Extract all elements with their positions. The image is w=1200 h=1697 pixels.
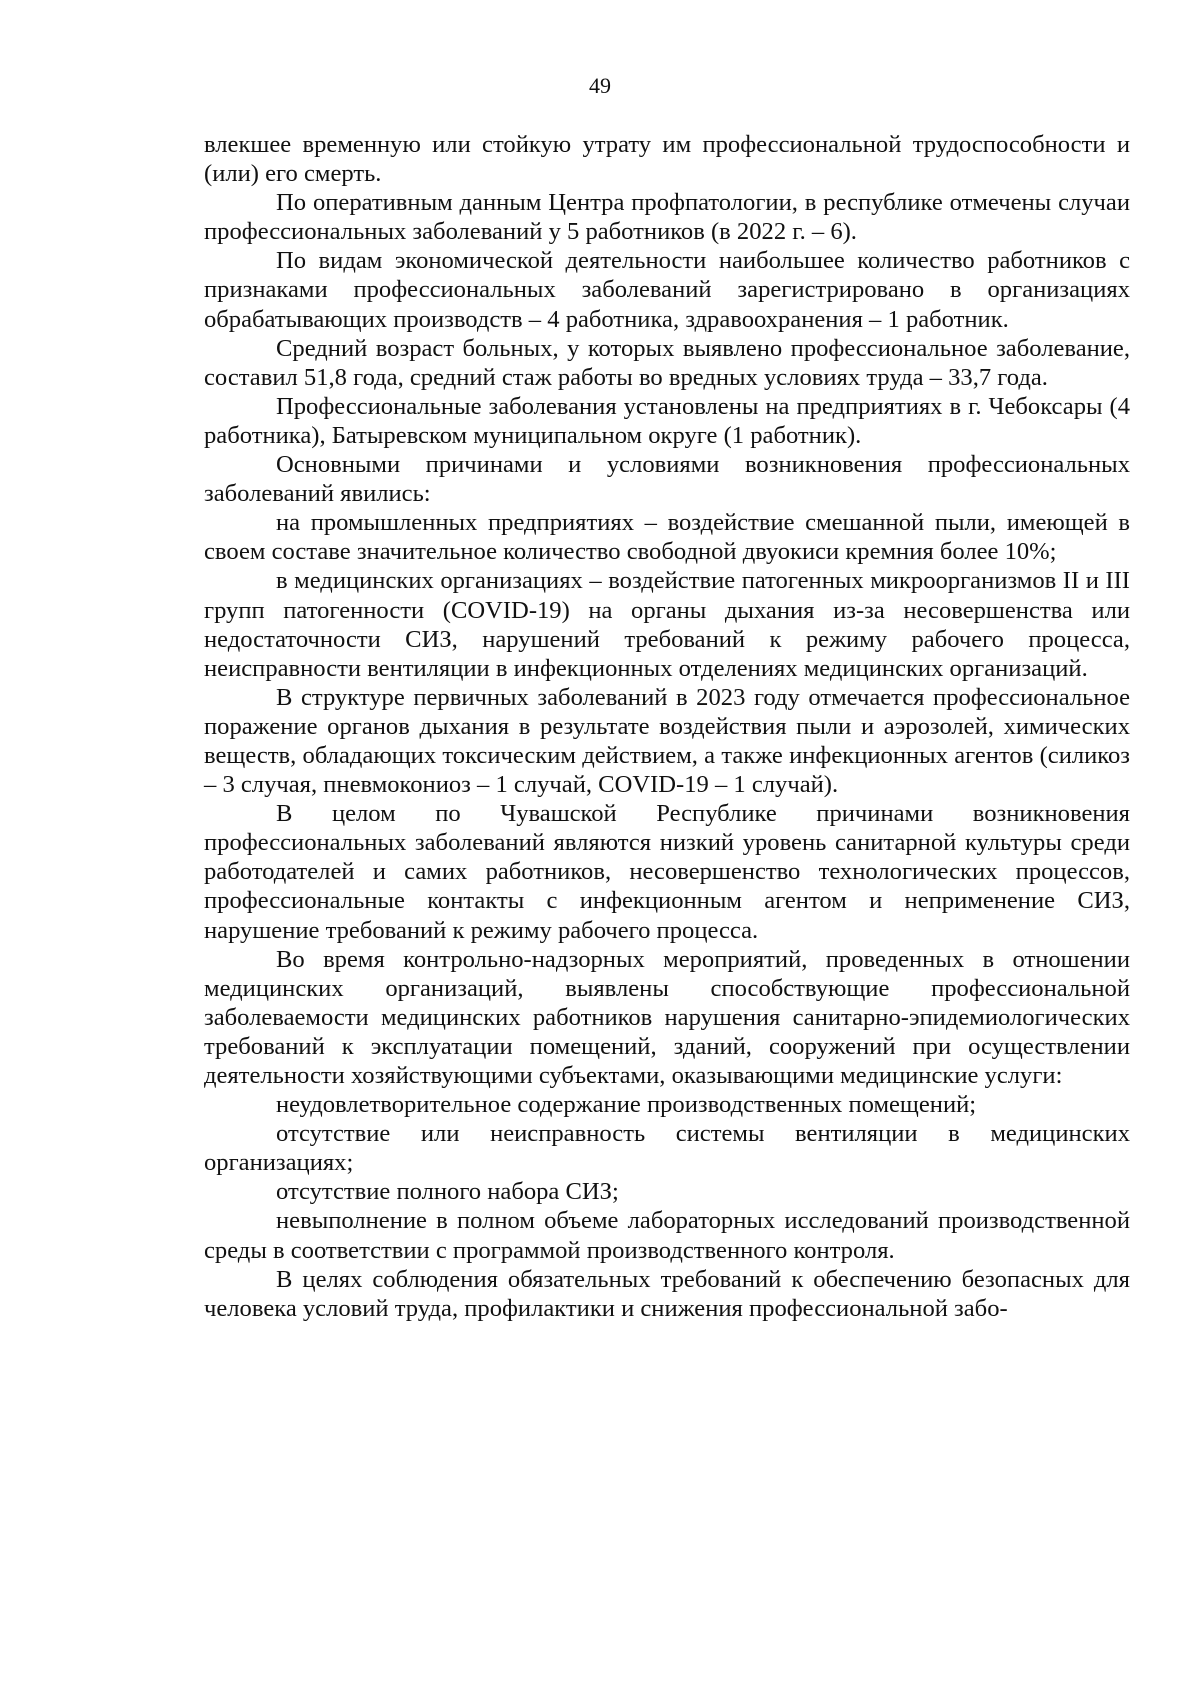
paragraph: Средний возраст больных, у которых выявлено профессиональное заболевание, составил 51,8 года, средний стаж работы во вредных условиях труда – 33,7 года. [204, 334, 1130, 391]
list-item: отсутствие или неисправность системы вентиляции в медицинских организациях; [204, 1120, 1130, 1177]
paragraph: Во время контрольно-надзорных мероприятий, проведенных в отношении медицинских организаций, выявлены способствующие профессиональной заболеваемости медицинских работников нарушения санитарно-эпидемиологических требований к эксплуатации помещений, зданий, сооружений при осуществлении деятельности хозяйствующими субъектами, оказывающими медицинские услуги: [204, 945, 1130, 1089]
page-number: 49 [589, 73, 611, 98]
paragraph-continuation: влекшее временную или стойкую утрату им профессиональной трудоспособности и (или) его смерть. [204, 131, 1130, 188]
paragraph: Профессиональные заболевания установлены на предприятиях в г. Чебоксары (4 работника), Батыревском муниципальном округе (1 работник). [204, 392, 1130, 449]
paragraph: По оперативным данным Центра профпатологии, в республике отмечены случаи профессиональных заболеваний у 5 работников (в 2022 г. – 6). [204, 189, 1130, 246]
paragraph: В целом по Чувашской Республике причинами возникновения профессиональных заболеваний являются низкий уровень санитарной культуры среди работодателей и самих работников, несовершенство технологических процессов, профессиональные контакты с инфекционным агентом и неприменение СИЗ, нарушение требований к режиму рабочего процесса. [204, 800, 1130, 944]
list-item: неудовлетворительное содержание производственных помещений; [276, 1091, 977, 1119]
paragraph: По видам экономической деятельности наибольшее количество работников с признаками профессиональных заболеваний зарегистрировано в организациях обрабатывающих производств – 4 работника, здравоохранения – 1 работник. [204, 247, 1130, 333]
list-item: в медицинских организациях – воздействие патогенных микроорганизмов II и III групп патогенности (COVID-19) на органы дыхания из-за несовершенства или недостаточности СИЗ, нарушений требований к режиму рабочего процесса, неисправности вентиляции в инфекционных отделениях медицинских организаций. [204, 567, 1130, 682]
list-item: на промышленных предприятиях – воздействие смешанной пыли, имеющей в своем составе значительное количество свободной двуокиси кремния более 10%; [204, 509, 1130, 566]
paragraph: В целях соблюдения обязательных требований к обеспечению безопасных для человека условий труда, профилактики и снижения профессиональной забо- [204, 1265, 1130, 1322]
paragraph: Основными причинами и условиями возникновения профессиональных заболеваний явились: [204, 451, 1130, 508]
list-item: невыполнение в полном объеме лабораторных исследований производственной среды в соответствии с программой производственного контроля. [204, 1207, 1130, 1264]
document-body [204, 130, 1130, 1323]
paragraph: В структуре первичных заболеваний в 2023 году отмечается профессиональное поражение органов дыхания в результате воздействия пыли и аэрозолей, химических веществ, обладающих токсическим действием, а также инфекционных агентов (силикоз – 3 случая, пневмокониоз – 1 случай, COVID-19 – 1 случай). [204, 683, 1130, 799]
list-item: отсутствие полного набора СИЗ; [276, 1178, 619, 1206]
